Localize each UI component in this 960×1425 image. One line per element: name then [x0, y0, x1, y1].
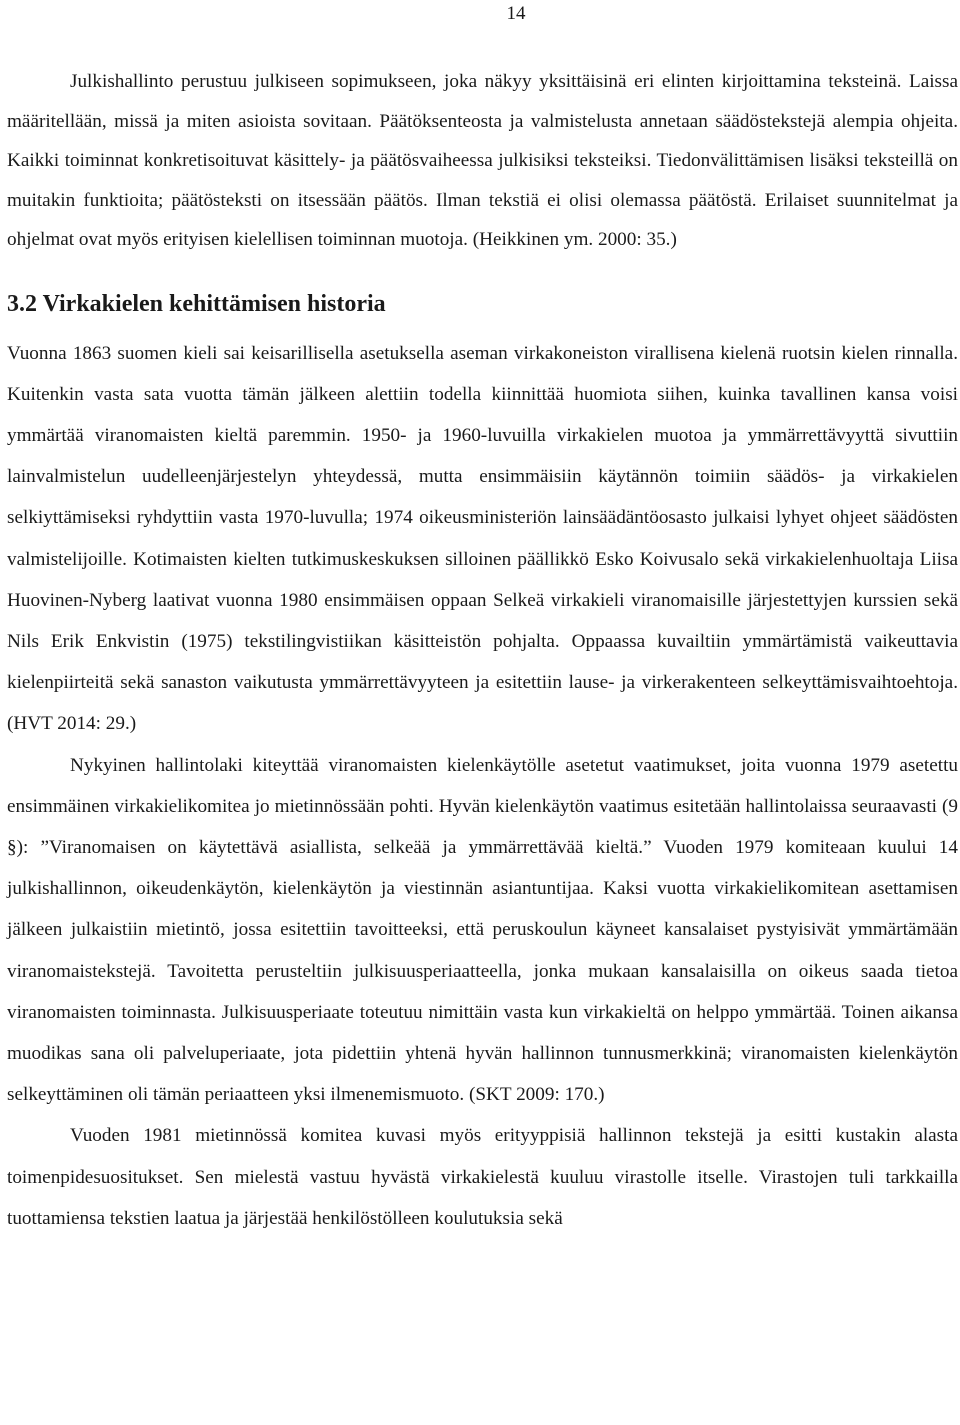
- document-body: [7, 62, 958, 1239]
- page-number: 14: [506, 3, 526, 24]
- intro-paragraph: Julkishallinto perustuu julkiseen sopimukseen, joka näkyy yksittäisinä eri elinten kirjoittamina teksteinä. Laissa määritellään, missä ja miten asioista sovitaan. Päätöksenteosta ja valmistelusta annetaan säädöstekstejä alempia ohjeita. Kaikki toiminnat konkretisoituvat käsittely- ja päätösvaiheessa julkisiksi teksteiksi. Tiedonvälittämisen lisäksi teksteillä on muitakin funktioita; päätösteksti on itsessään päätös. Ilman tekstiä ei olisi olemassa päätöstä. Erilaiset suunnitelmat ja ohjelmat ovat myös erityisen kielellisen toiminnan muotoja. (Heikkinen ym. 2000: 35.): [7, 71, 958, 250]
- section-heading: 3.2 Virkakielen kehittämisen historia: [7, 290, 386, 317]
- section-paragraph-1: Vuonna 1863 suomen kieli sai keisarillisella asetuksella aseman virkakoneiston virallisena kielenä ruotsin kielen rinnalla. Kuitenkin vasta sata vuotta tämän jälkeen alettiin todella kiinnittää huomiota siihen, kuinka tavallinen kansa voisi ymmärtää viranomaisten kieltä paremmin. 1950- ja 1960-luvuilla virkakielen muotoa ja ymmärrettävyyttä sivuttiin lainvalmistelun uudelleenjärjestelyn yhteydessä, mutta ensimmäisiin käytännön toimiin säädös- ja virkakielen selkiyttämiseksi ryhdyttiin vasta 1970-luvulla; 1974 oikeusministeriön lainsäädäntöosasto julkaisi lyhyet ohjeet säädösten valmistelijoille. Kotimaisten kielten tutkimuskeskuksen silloinen päällikkö Esko Koivusalo sekä virkakielenhuoltaja Liisa Huovinen-Nyberg laativat vuonna 1980 ensimmäisen oppaan Selkeä virkakieli viranomaisille järjestettyjen kurssien sekä Nils Erik Enkvistin (1975) tekstilingvistiikan käsitteistön pohjalta. Oppaassa kuvailtiin ymmärtämistä vaikeuttavia kielenpiirteitä sekä sanaston vaikutusta ymmärrettävyyteen ja esitettiin lause- ja virkerakenteen selkeyttämisvaihtoehtoja. (HVT 2014: 29.): [7, 342, 958, 735]
- section-paragraph-3: Vuoden 1981 mietinnössä komitea kuvasi myös erityyppisiä hallinnon tekstejä ja esitti kustakin alasta toimenpidesuositukset. Sen mielestä vastuu hyvästä virkakielestä kuuluu virastolle itselle. Virastojen tuli tarkkailla tuottamiensa tekstien laatua ja järjestää henkilöstölleen koulutuksia sekä: [7, 1125, 958, 1229]
- section-paragraph-2: Nykyinen hallintolaki kiteyttää viranomaisten kielenkäytölle asetetut vaatimukset, joita vuonna 1979 asetettu ensimmäinen virkakielikomitea jo mietinnössään pohti. Hyvän kielenkäytön vaatimus esitetään hallintolaissa seuraavasti (9 §): ”Viranomaisen on käytettävä asiallista, selkeää ja ymmärrettävää kieltä.” Vuoden 1979 komiteaan kuului 14 julkishallinnon, oikeudenkäytön, kielenkäytön ja viestinnän asiantuntijaa. Kaksi vuotta virkakielikomitean asettamisen jälkeen julkaistiin mietintö, jossa esitettiin tavoitteeksi, että peruskoulun käyneet kansalaiset pystyisivät ymmärtämään viranomaistekstejä. Tavoitetta perusteltiin julkisuusperiaatteella, jonka mukaan kansalaisilla on oikeus saada tietoa viranomaisten toiminnasta. Julkisuusperiaate toteutuu nimittäin vasta kun virkakieltä on helppo ymmärtää. Toinen aikansa muodikas sana oli palveluperiaate, jota pidettiin yhtenä hyvän hallinnon tunnusmerkkinä; viranomaisten kielenkäytön selkeyttäminen oli tämän periaatteen yksi ilmenemismuoto. (SKT 2009: 170.): [7, 754, 958, 1106]
